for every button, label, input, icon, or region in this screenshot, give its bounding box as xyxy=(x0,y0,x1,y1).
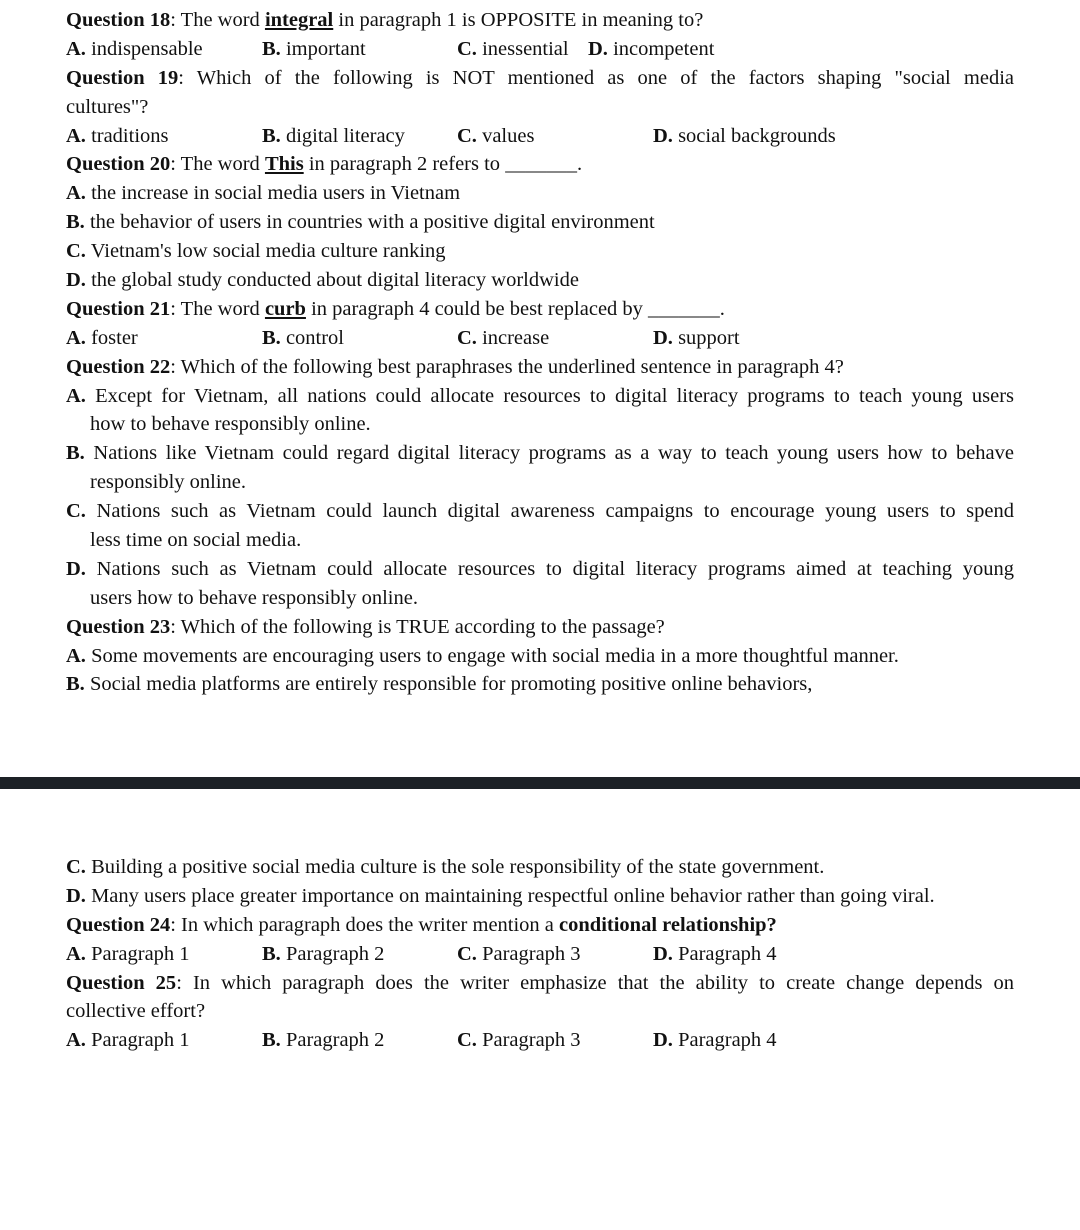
question-18-text-end: in paragraph 1 is OPPOSITE in meaning to? xyxy=(333,9,704,31)
question-22-option-b-continued: responsibly online. xyxy=(90,471,247,494)
question-20-text: : The word xyxy=(170,153,265,176)
question-21-text-end: in paragraph 4 could be best replaced by xyxy=(305,297,649,320)
question-21-blank: _______ xyxy=(648,297,720,320)
question-19-option-b[interactable]: B. digital literacy xyxy=(262,124,405,147)
question-24-options xyxy=(66,940,1014,969)
question-23-option-a[interactable]: A. Some movements are encouraging users to engage with social media in a more thoughtful manner. xyxy=(66,644,899,667)
question-25-option-a[interactable]: A. Paragraph 1 xyxy=(66,1029,190,1052)
question-20-stem xyxy=(66,150,1014,179)
question-25-stem xyxy=(66,969,1014,998)
question-19-text: : Which of the following is NOT mentioned as one of the factors shaping "social media xyxy=(178,66,1014,89)
question-21-option-d[interactable]: D. support xyxy=(653,326,740,349)
question-18-option-d[interactable]: D. incompetent xyxy=(588,37,715,60)
question-24-keyword: conditional relationship? xyxy=(559,913,777,936)
question-20-option-a[interactable]: A. the increase in social media users in Vietnam xyxy=(66,182,461,205)
question-20-period: . xyxy=(576,153,583,176)
question-21-option-b[interactable]: B. control xyxy=(262,326,345,349)
question-21-period: . xyxy=(719,297,725,320)
question-21-option-a[interactable]: A. foster xyxy=(66,326,138,349)
question-22-option-c-continued: less time on social media. xyxy=(90,529,302,552)
question-25-label: Question 25 xyxy=(66,971,177,994)
question-23-text: : Which of the following is TRUE according to the passage? xyxy=(170,615,665,638)
question-23-label: Question 23 xyxy=(66,615,171,638)
question-21-option-c[interactable]: C. increase xyxy=(457,326,550,349)
question-19-stem xyxy=(66,64,1014,93)
question-20-option-c[interactable]: C. Vietnam's low social media culture ranking xyxy=(66,240,446,263)
question-18-option-a[interactable]: A. indispensable xyxy=(66,37,203,60)
question-21-keyword: curb xyxy=(264,297,306,320)
question-19-option-a[interactable]: A. traditions xyxy=(66,124,169,147)
question-18-option-c[interactable]: C. inessential xyxy=(457,37,569,60)
question-20-label: Question 20 xyxy=(66,153,171,176)
question-19-option-c[interactable]: C. values xyxy=(457,124,535,147)
question-25-option-b[interactable]: B. Paragraph 2 xyxy=(262,1029,385,1052)
question-19-option-d[interactable]: D. social backgrounds xyxy=(653,124,836,147)
question-18-keyword: integral xyxy=(264,9,334,31)
question-24-option-a[interactable]: A. Paragraph 1 xyxy=(66,942,190,965)
question-22-option-b[interactable]: B. Nations like Vietnam could regard digital literacy programs as a way to teach young users how to behave xyxy=(66,442,1014,465)
question-22-option-c[interactable]: C. Nations such as Vietnam could launch digital awareness campaigns to encourage young users to spend xyxy=(66,500,1014,523)
question-25-option-d[interactable]: D. Paragraph 4 xyxy=(653,1029,777,1052)
question-22-option-d-continued: users how to behave responsibly online. xyxy=(90,586,418,609)
question-18-options xyxy=(66,35,1014,64)
question-19-options xyxy=(66,122,1014,151)
question-25-stem-continued: collective effort? xyxy=(66,1000,206,1023)
question-19-label: Question 19 xyxy=(66,66,179,89)
question-23-stem xyxy=(66,613,1014,642)
question-22-stem xyxy=(66,353,1014,382)
question-23-option-b[interactable]: B. Social media platforms are entirely responsible for promoting positive online behaviors, xyxy=(66,673,813,696)
question-18-text: : The word xyxy=(170,9,265,31)
question-22-label: Question 22 xyxy=(66,355,171,378)
question-20-keyword: This xyxy=(264,153,304,176)
question-19-stem-continued: cultures"? xyxy=(66,95,149,118)
question-21-text: : The word xyxy=(170,297,265,320)
question-22-text: : Which of the following best paraphrases the underlined sentence in paragraph 4? xyxy=(170,355,844,378)
question-20-option-b[interactable]: B. the behavior of users in countries with a positive digital environment xyxy=(66,211,655,234)
bottom-page-content xyxy=(66,853,1014,1055)
question-25-option-c[interactable]: C. Paragraph 3 xyxy=(457,1029,581,1052)
question-21-options xyxy=(66,324,1014,353)
question-24-text: : In which paragraph does the writer mention a xyxy=(170,913,560,936)
question-24-option-b[interactable]: B. Paragraph 2 xyxy=(262,942,385,965)
question-21-stem xyxy=(66,295,1014,324)
question-24-option-d[interactable]: D. Paragraph 4 xyxy=(653,942,777,965)
page-separator xyxy=(0,777,1080,789)
question-23-option-c[interactable]: C. Building a positive social media culture is the sole responsibility of the state government. xyxy=(66,856,825,878)
question-22-option-a-continued: how to behave responsibly online. xyxy=(90,413,371,436)
question-25-text: : In which paragraph does the writer emphasize that the ability to create change depends on xyxy=(176,971,1014,994)
question-20-text-end: in paragraph 2 refers to xyxy=(303,153,506,176)
question-24-stem xyxy=(66,911,1014,940)
question-18-stem xyxy=(66,6,1014,35)
question-20-blank: _______ xyxy=(505,153,577,176)
question-18-option-b[interactable]: B. important xyxy=(262,37,366,60)
question-23-option-d[interactable]: D. Many users place greater importance on maintaining respectful online behavior rather than going viral. xyxy=(66,884,935,907)
question-24-option-c[interactable]: C. Paragraph 3 xyxy=(457,942,581,965)
question-18-label: Question 18 xyxy=(66,9,171,31)
question-25-options xyxy=(66,1026,1014,1055)
question-21-label: Question 21 xyxy=(66,297,171,320)
question-24-label: Question 24 xyxy=(66,913,171,936)
question-22-option-d[interactable]: D. Nations such as Vietnam could allocate resources to digital literacy programs aimed at teaching young xyxy=(66,557,1014,580)
top-page-content xyxy=(66,6,1014,699)
question-22-option-a[interactable]: A. Except for Vietnam, all nations could allocate resources to digital literacy programs to teach young users xyxy=(66,384,1014,407)
question-20-option-d[interactable]: D. the global study conducted about digital literacy worldwide xyxy=(66,269,579,292)
